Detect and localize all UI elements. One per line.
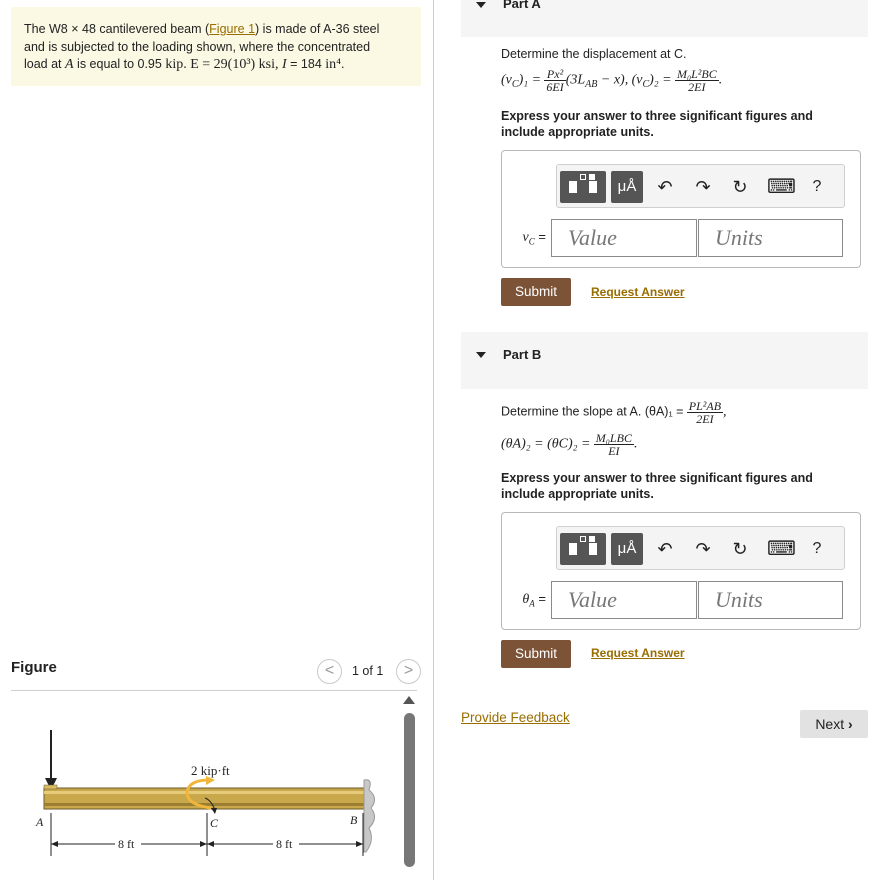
help-icon[interactable]: ? bbox=[812, 540, 822, 557]
fraction-num: Px² bbox=[544, 68, 565, 81]
part-b-toolbar bbox=[556, 526, 845, 570]
next-label: Next bbox=[815, 716, 845, 732]
part-a-instructions: Express your answer to three significant figures and include appropriate units. bbox=[501, 109, 813, 139]
point-b-label: B bbox=[350, 813, 358, 827]
scrollbar-thumb[interactable] bbox=[404, 713, 415, 867]
var-sub: A bbox=[529, 598, 535, 609]
formula-text: (3L bbox=[565, 72, 586, 88]
reset-icon[interactable]: ↻ bbox=[732, 539, 748, 559]
undo-icon[interactable]: ↶ bbox=[657, 177, 673, 197]
part-b-value-input[interactable]: Value bbox=[551, 581, 697, 619]
problem-i-unit: in⁴ bbox=[325, 57, 342, 72]
part-b-answer-box bbox=[501, 512, 861, 630]
fraction-den: 6EI bbox=[546, 80, 564, 94]
chevron-right-icon: › bbox=[848, 716, 853, 732]
var-symbol: θ bbox=[522, 592, 530, 607]
formula-sub: AB bbox=[585, 79, 598, 91]
part-a-request-answer-link[interactable]: Request Answer bbox=[591, 285, 685, 299]
formula-fraction bbox=[594, 432, 634, 457]
problem-text: The W8 × 48 cantilevered beam ( bbox=[24, 22, 210, 36]
help-icon[interactable]: ? bbox=[812, 178, 822, 195]
problem-statement: The W8 × 48 cantilevered beam (Figure 1) is made of A-36 steel and is subjected to the loading shown, where the concentrated load at A is equal to 0.95 kip. E = 29(10³) ksi, I = 184 in⁴. bbox=[11, 7, 421, 86]
keyboard-icon[interactable]: ⌨ bbox=[767, 176, 796, 198]
part-a-units-input[interactable]: Units bbox=[698, 219, 843, 257]
part-a-question: Determine the displacement at C. bbox=[501, 47, 687, 61]
redo-icon[interactable]: ↷ bbox=[695, 539, 711, 559]
formula-fraction bbox=[675, 68, 719, 93]
figure-title: Figure bbox=[11, 659, 57, 676]
reset-icon[interactable]: ↻ bbox=[732, 177, 748, 197]
dim-arrow bbox=[207, 841, 214, 847]
scroll-up-arrow[interactable] bbox=[403, 696, 415, 704]
part-b-submit-button[interactable]: Submit bbox=[501, 640, 571, 668]
problem-e-expr: E = 29(10³) ksi, bbox=[190, 57, 283, 72]
formula-text: (v bbox=[501, 72, 512, 88]
formula-text: − x), bbox=[597, 72, 629, 88]
part-b-caret-icon[interactable] bbox=[476, 352, 486, 358]
part-a-var-label bbox=[502, 229, 546, 247]
problem-i-value: = 184 bbox=[286, 57, 326, 71]
var-eq: = bbox=[534, 591, 546, 606]
undo-icon[interactable]: ↶ bbox=[657, 539, 673, 559]
moment-pointer-head bbox=[211, 808, 217, 814]
point-c-label: C bbox=[210, 816, 219, 830]
var-sub: C bbox=[528, 236, 535, 247]
provide-feedback-link[interactable]: Provide Feedback bbox=[461, 710, 570, 725]
part-b-formula: (θA)₂ = (θC)₂ = $\frac{\text{M₀LBC}}{EI}$ . bbox=[501, 431, 638, 458]
formula-fraction bbox=[687, 400, 723, 425]
part-b-header[interactable] bbox=[461, 332, 868, 389]
figure-prev-button[interactable]: < bbox=[317, 659, 342, 684]
part-a-toolbar bbox=[556, 164, 845, 208]
units-button[interactable]: μÅ bbox=[611, 533, 643, 565]
problem-i-var: I bbox=[282, 57, 287, 72]
formula-text: (v bbox=[631, 72, 643, 88]
problem-text: is equal to 0.95 bbox=[73, 57, 166, 71]
keyboard-icon[interactable]: ⌨ bbox=[767, 538, 796, 560]
redo-icon[interactable]: ↷ bbox=[695, 177, 711, 197]
figure-divider bbox=[11, 690, 417, 691]
fraction-den: EI bbox=[608, 444, 620, 458]
next-button[interactable] bbox=[800, 710, 868, 738]
fraction-num: PL²AB bbox=[688, 399, 722, 413]
part-a-answer-box bbox=[501, 150, 861, 268]
problem-text: . bbox=[341, 57, 345, 71]
part-a-header[interactable] bbox=[461, 0, 868, 37]
dim-arrow bbox=[51, 841, 58, 847]
part-a-value-input[interactable]: Value bbox=[551, 219, 697, 257]
problem-text: ) is made of A-36 steel bbox=[255, 22, 380, 36]
part-b-request-answer-link[interactable]: Request Answer bbox=[591, 646, 685, 660]
problem-text: and is subjected to the loading shown, where the concentrated bbox=[24, 39, 371, 54]
templates-button[interactable] bbox=[560, 533, 606, 565]
formula-text: )₁ = bbox=[518, 72, 542, 88]
formula-text: )₂ = bbox=[649, 72, 672, 88]
problem-text: load at bbox=[24, 57, 66, 71]
formula-fraction bbox=[544, 68, 565, 93]
part-a-submit-button[interactable]: Submit bbox=[501, 278, 571, 306]
formula-text: (θA)₂ = (θC)₂ = bbox=[501, 436, 591, 452]
part-b-var-label bbox=[502, 591, 546, 609]
dim-arrow bbox=[356, 841, 363, 847]
problem-unit-kip: kip bbox=[165, 57, 184, 72]
figure-pagination: 1 of 1 bbox=[352, 664, 384, 678]
beam-highlight bbox=[44, 791, 364, 794]
fraction-num: M₀LBC bbox=[595, 431, 632, 445]
question-text: Determine the slope at A. (θA)₁ = bbox=[501, 404, 684, 419]
part-a-label: Part A bbox=[503, 0, 541, 11]
beam-figure bbox=[11, 700, 396, 880]
units-button[interactable]: μÅ bbox=[611, 171, 643, 203]
load-plate bbox=[44, 785, 57, 789]
var-symbol: v bbox=[522, 230, 529, 245]
part-a-formula: $(v_C)_1$ = $\frac{\text{Px²}}{6EI}$ $(3L_{AB} - x)$, $(v_C)_2$ = $\frac{\text{M₀L²BC}}{2EI}$ . bbox=[501, 67, 723, 94]
figure-link[interactable]: Figure 1 bbox=[209, 22, 256, 36]
part-b-units-input[interactable]: Units bbox=[698, 581, 843, 619]
point-a-label: A bbox=[36, 815, 44, 829]
figure-next-button[interactable]: > bbox=[396, 659, 421, 684]
fraction-num: M₀L²BC bbox=[676, 67, 717, 81]
var-eq: = bbox=[534, 229, 546, 244]
formula-sub: C bbox=[642, 79, 650, 91]
fixed-wall bbox=[364, 780, 375, 852]
dim-label-2: 8 ft bbox=[276, 837, 293, 851]
fraction-den: 2EI bbox=[696, 412, 714, 426]
part-a-caret-icon[interactable] bbox=[476, 2, 486, 8]
moment-label: 2 kip·ft bbox=[191, 763, 230, 778]
part-b-instructions: Express your answer to three significant figures and include appropriate units. bbox=[501, 471, 813, 501]
fraction-den: 2EI bbox=[688, 80, 706, 94]
part-b-label: Part B bbox=[503, 347, 542, 362]
dim-arrow bbox=[200, 841, 207, 847]
pane-divider[interactable] bbox=[433, 0, 434, 880]
dim-label-1: 8 ft bbox=[118, 837, 135, 851]
problem-var-a: A bbox=[65, 57, 74, 72]
formula-sub: C bbox=[511, 79, 519, 91]
part-b-question: Determine the slope at A. (θA)₁ = $\frac{\text{PL²AB}}{2EI}$ , bbox=[501, 399, 727, 426]
templates-button[interactable] bbox=[560, 171, 606, 203]
